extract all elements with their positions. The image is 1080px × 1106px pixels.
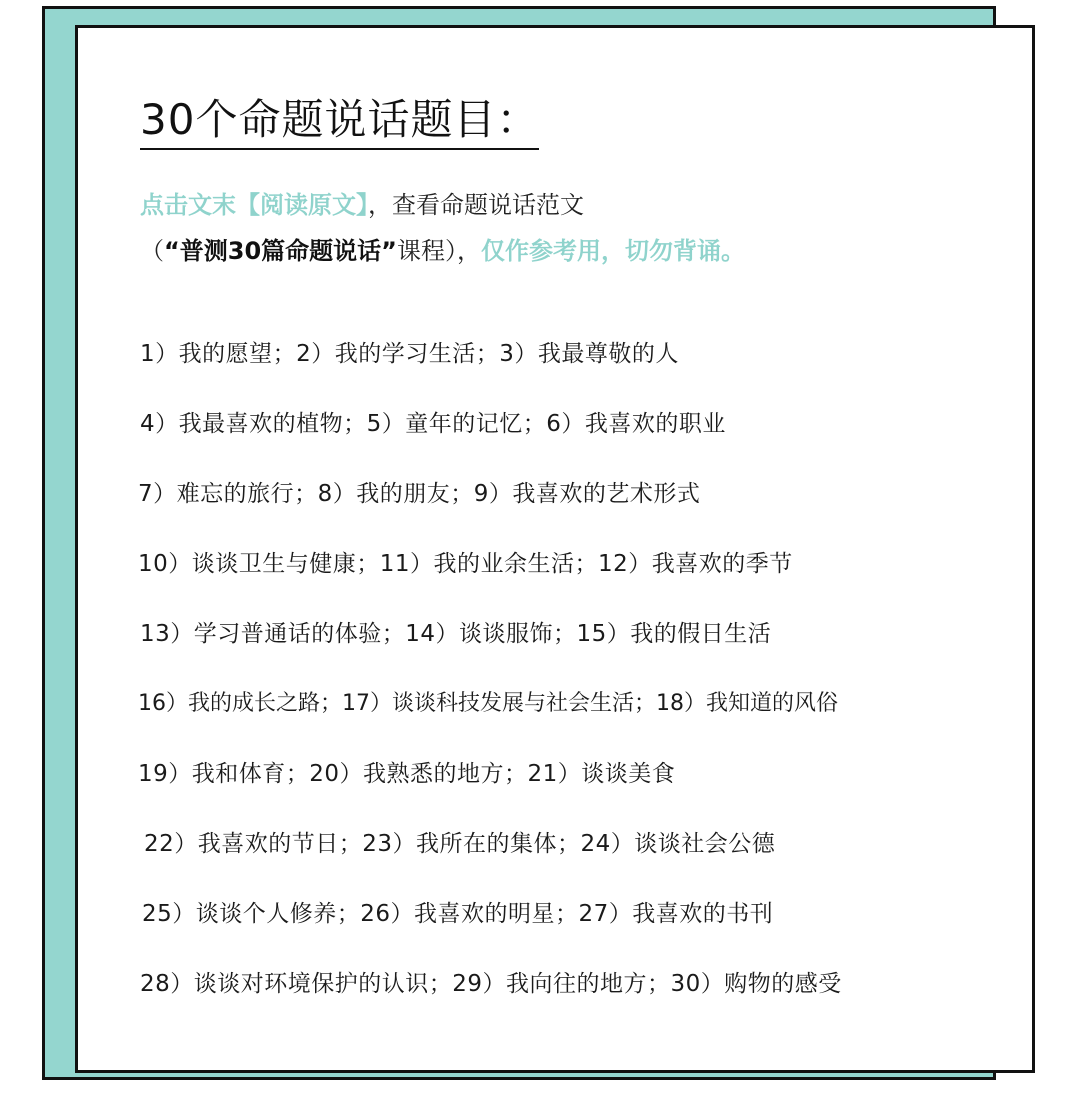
topic-line-8: 22）我喜欢的节日；23）我所在的集体；24）谈谈社会公德 (144, 831, 776, 857)
intro-line-1 (140, 182, 745, 228)
topic-line-9: 25）谈谈个人修养；26）我喜欢的明星；27）我喜欢的书刊 (142, 901, 774, 927)
intro-line-1-text: ，查看命题说话范文 (368, 191, 584, 219)
topic-line-3: 7）难忘的旅行；8）我的朋友；9）我喜欢的艺术形式 (138, 481, 701, 507)
intro-line-2-text: 课程）， (396, 237, 481, 265)
page-title: 30个命题说话题目： (140, 92, 539, 150)
intro-open-paren: （ (140, 237, 164, 265)
topic-line-5: 13）学习普通话的体验；14）谈谈服饰；15）我的假日生活 (140, 621, 772, 647)
topic-line-10: 28）谈谈对环境保护的认识；29）我向往的地方；30）购物的感受 (140, 971, 842, 997)
topic-line-7: 19）我和体育；20）我熟悉的地方；21）谈谈美食 (138, 761, 676, 787)
course-name: “普测30篇命题说话” (164, 237, 397, 265)
reference-note: 仅作参考用，切勿背诵。 (480, 237, 745, 265)
intro-line-2 (140, 228, 745, 274)
topic-line-2: 4）我最喜欢的植物；5）童年的记忆；6）我喜欢的职业 (140, 411, 726, 437)
topic-line-1: 1）我的愿望；2）我的学习生活；3）我最尊敬的人 (140, 341, 679, 367)
topic-line-6: 16）我的成长之路；17）谈谈科技发展与社会生活；18）我知道的风俗 (138, 691, 838, 716)
read-original-link[interactable]: 点击文末【阅读原文】 (140, 191, 368, 219)
intro-text (140, 182, 745, 274)
topic-line-4: 10）谈谈卫生与健康；11）我的业余生活；12）我喜欢的季节 (138, 551, 793, 577)
